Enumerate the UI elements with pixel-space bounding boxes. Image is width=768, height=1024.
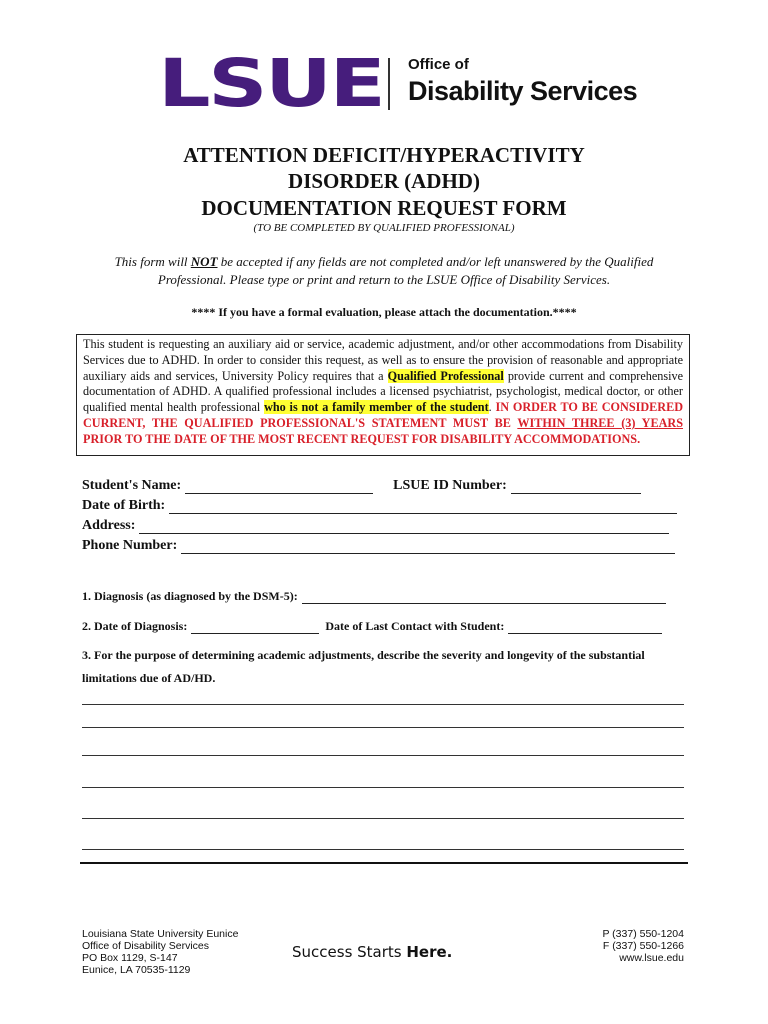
intro-not: NOT [190, 254, 218, 269]
footer-divider [80, 862, 688, 864]
student-name-row [82, 478, 641, 494]
intro-paragraph [80, 253, 688, 289]
notice-warning-2: PRIOR TO THE DATE OF THE MOST RECENT REQUEST FOR DISABILITY ACCOMMODATIONS. [83, 431, 641, 446]
form-title-line1: ATTENTION DEFICIT/HYPERACTIVITY [183, 143, 585, 167]
diagnosis-row [82, 589, 666, 604]
form-subtitle: (TO BE COMPLETED BY QUALIFIED PROFESSIONAL) [253, 222, 515, 234]
intro-text-2: be accepted if any fields are not completed and/or left unanswered by the Qualified Professional. Please type or print and return to the LSUE Office of Disability Services. [157, 254, 654, 287]
last-contact-label: Date of Last Contact with Student: [325, 619, 505, 633]
logo-office-of: Office of [408, 56, 469, 73]
notice-text-2: provide current and comprehensive documentation of ADHD. A qualified professional includes a licensed psychiatrist, psychologist, medical doctor, or other qualified mental health professional [83, 368, 683, 415]
footer-address [82, 928, 238, 976]
notice-highlight-qualified: Qualified Professional [387, 368, 504, 383]
form-title-line2: DISORDER (ADHD) [288, 169, 480, 193]
diagnosis-field[interactable] [302, 591, 666, 604]
logo-divider [388, 58, 390, 110]
phone-field[interactable] [181, 541, 675, 554]
phone-label: Phone Number: [82, 538, 178, 553]
phone-row [82, 538, 675, 554]
slogan-bold: Here. [406, 943, 453, 961]
footer-phone: P (337) 550-1204 [602, 928, 684, 940]
address-label: Address: [82, 518, 136, 533]
notice-highlight-family: who is not a family member of the student [264, 400, 489, 415]
answer-line[interactable] [82, 755, 684, 756]
dob-row [82, 498, 677, 514]
answer-line[interactable] [82, 849, 684, 850]
footer-fax: F (337) 550-1266 [602, 940, 684, 952]
footer-website[interactable]: www.lsue.edu [619, 952, 684, 964]
lsue-id-field[interactable] [511, 481, 641, 494]
slogan-text: Success Starts [292, 943, 407, 961]
diagnosis-date-field[interactable] [191, 621, 319, 634]
footer-address-line: Louisiana State University Eunice [82, 928, 239, 940]
answer-line[interactable] [82, 818, 684, 819]
address-row [82, 518, 669, 534]
form-title-line3: DOCUMENTATION REQUEST FORM [201, 196, 567, 220]
dates-row [82, 619, 662, 634]
logo-department: Disability Services [408, 76, 638, 106]
notice-box [76, 334, 690, 456]
intro-text: This form will [114, 254, 191, 269]
notice-warning-underlined: WITHIN THREE (3) YEARS [517, 415, 683, 430]
notice-text-3: . [488, 400, 496, 415]
notice-text: This student is requesting an auxiliary aid or service, academic adjustment, and/or other accommodations from Disability Services due to ADHD. In order to consider this request, as well as to ensure the provision of reasonable and appropriate auxiliary aids and services, University Policy requires that a [83, 337, 683, 383]
limitations-question: 3. For the purpose of determining academic adjustments, describe the severity and longevity of the substantial [82, 648, 645, 662]
lsue-id-label: LSUE ID Number: [393, 478, 507, 493]
answer-line[interactable] [82, 787, 684, 788]
footer-address-line: Office of Disability Services [82, 940, 210, 952]
footer-address-line: Eunice, LA 70535-1129 [82, 964, 191, 976]
student-name-field[interactable] [185, 481, 373, 494]
diagnosis-date-label: 2. Date of Diagnosis: [82, 619, 188, 633]
address-field[interactable] [139, 521, 669, 534]
notice-warning: IN ORDER TO BE CONSIDERED CURRENT, THE QUALIFIED PROFESSIONAL'S STATEMENT MUST BE [83, 400, 684, 430]
diagnosis-label: 1. Diagnosis (as diagnosed by the DSM-5): [82, 589, 298, 603]
student-name-label: Student's Name: [82, 478, 182, 493]
attach-note: **** If you have a formal evaluation, please attach the documentation.**** [191, 305, 577, 319]
last-contact-field[interactable] [508, 621, 662, 634]
limitations-question-2: limitations due of AD/HD. [82, 671, 216, 685]
dob-field[interactable] [169, 501, 677, 514]
answer-line[interactable] [82, 704, 684, 705]
logo-wordmark: LSUE [158, 45, 384, 122]
answer-line[interactable] [82, 727, 684, 728]
footer-address-line: PO Box 1129, S-147 [82, 952, 178, 964]
footer-contact [602, 928, 684, 964]
footer-slogan [292, 943, 452, 961]
dob-label: Date of Birth: [82, 498, 166, 513]
lsue-logo [158, 45, 638, 122]
